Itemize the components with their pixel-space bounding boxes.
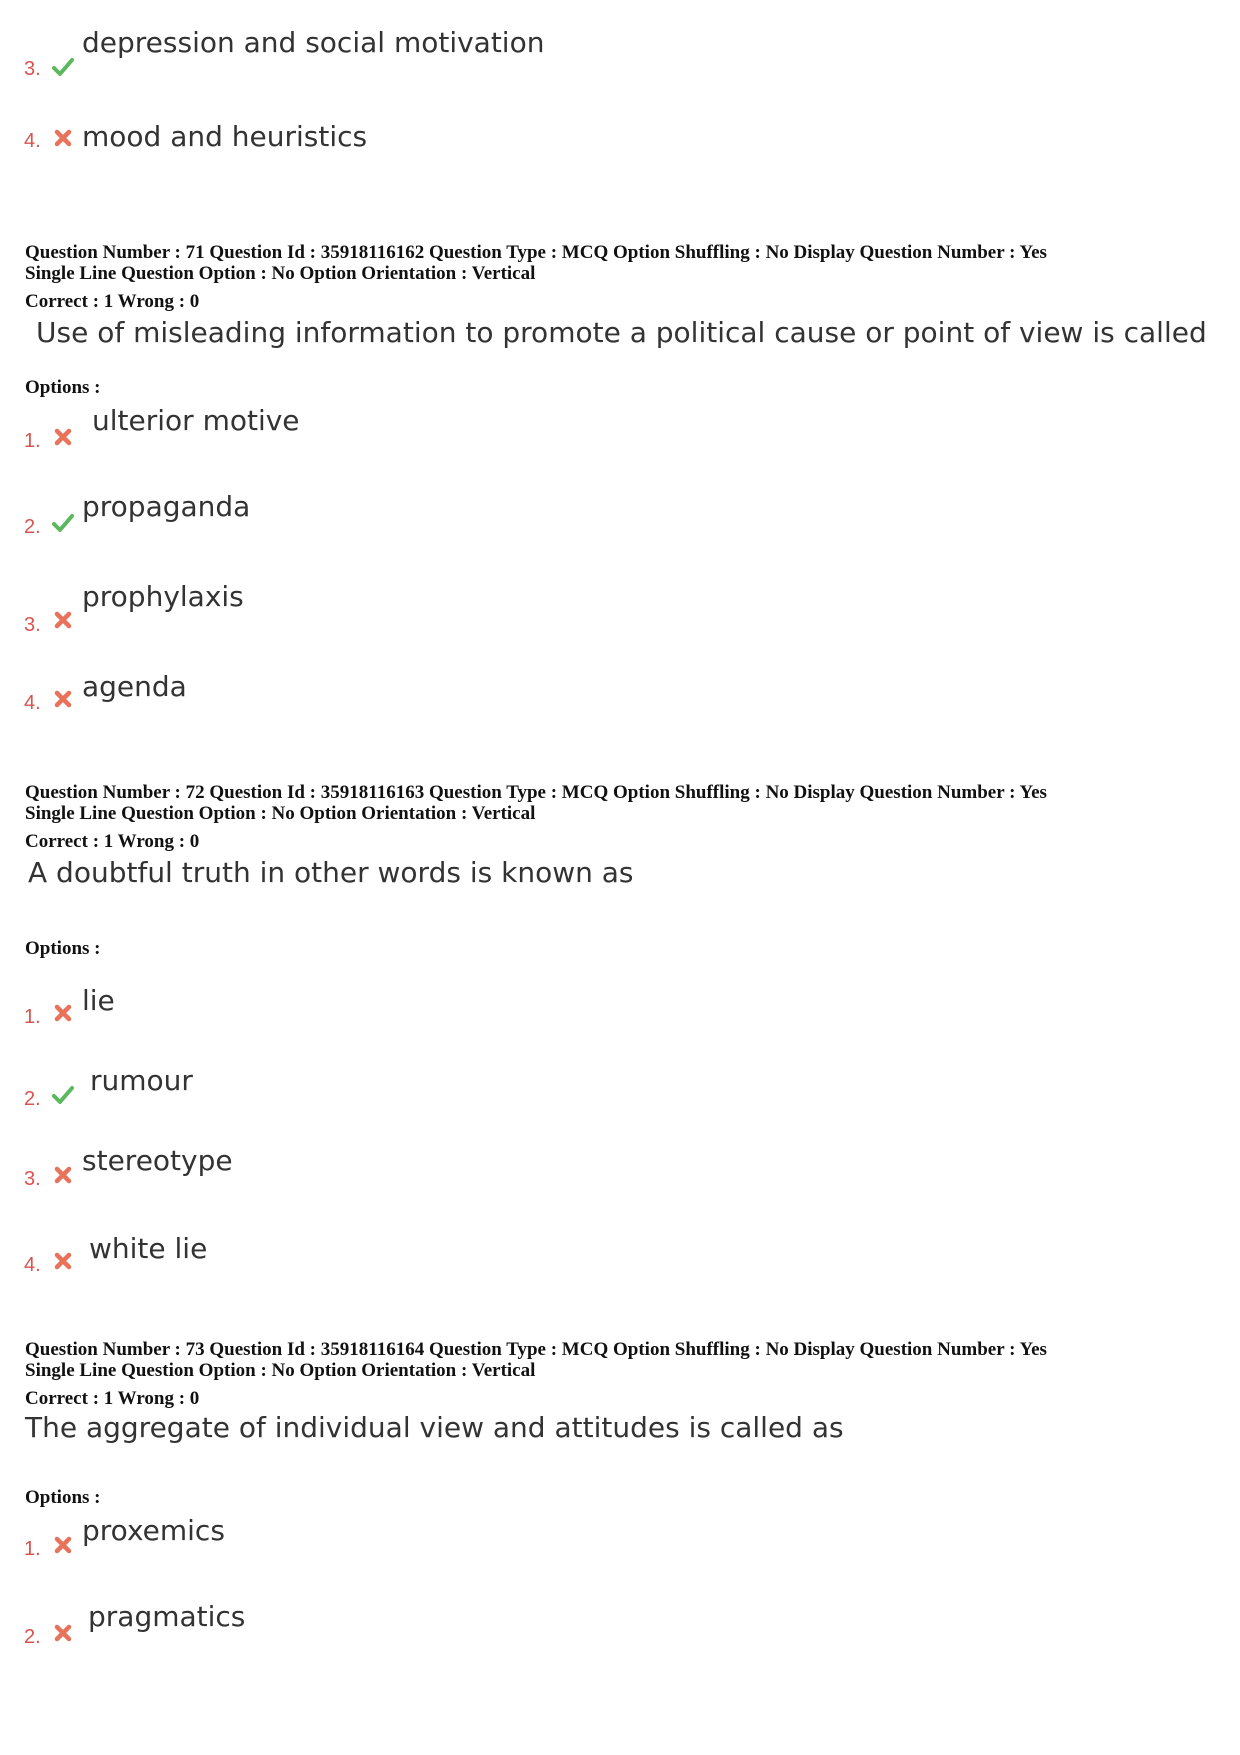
options-label: Options : (25, 377, 101, 398)
option-text: mood and heuristics (82, 120, 368, 153)
cross-icon (52, 1164, 74, 1186)
option-number: 2. (24, 1626, 41, 1648)
option-text: stereotype (82, 1144, 233, 1177)
option-number: 3. (24, 58, 41, 80)
option-text: ulterior motive (92, 404, 300, 437)
option-number: 4. (24, 1254, 41, 1276)
option-number: 1. (24, 1538, 41, 1560)
option-number: 1. (24, 1006, 41, 1028)
question-meta: Question Number : 71 Question Id : 35918116162 Question Type : MCQ Option Shuffling : No Display Question Number : Yes (25, 242, 1047, 263)
check-icon (52, 56, 74, 78)
check-icon (52, 1084, 74, 1106)
question-meta: Question Number : 72 Question Id : 35918116163 Question Type : MCQ Option Shuffling : No Display Question Number : Yes (25, 782, 1047, 803)
question-text: The aggregate of individual view and attitudes is called as (25, 1411, 844, 1444)
check-icon (52, 512, 74, 534)
question-meta: Single Line Question Option : No Option Orientation : Vertical (25, 263, 536, 284)
option-text: white lie (89, 1232, 208, 1265)
option-text: prophylaxis (82, 580, 244, 613)
question-meta: Question Number : 73 Question Id : 35918116164 Question Type : MCQ Option Shuffling : No Display Question Number : Yes (25, 1339, 1047, 1360)
question-text: A doubtful truth in other words is known as (28, 856, 634, 889)
question-meta: Single Line Question Option : No Option Orientation : Vertical (25, 803, 536, 824)
score-info: Correct : 1 Wrong : 0 (25, 291, 200, 312)
options-label: Options : (25, 1487, 101, 1508)
option-text: rumour (90, 1064, 193, 1097)
cross-icon (52, 1622, 74, 1644)
option-number: 1. (24, 430, 41, 452)
option-text: depression and social motivation (82, 26, 545, 59)
option-number: 4. (24, 130, 41, 152)
option-number: 3. (24, 1168, 41, 1190)
option-text: proxemics (82, 1514, 225, 1547)
score-info: Correct : 1 Wrong : 0 (25, 831, 200, 852)
cross-icon (52, 609, 74, 631)
option-text: pragmatics (88, 1600, 246, 1633)
option-text: agenda (82, 670, 187, 703)
option-text: propaganda (82, 490, 251, 523)
option-number: 3. (24, 614, 41, 636)
option-number: 2. (24, 516, 41, 538)
cross-icon (52, 1534, 74, 1556)
question-meta: Single Line Question Option : No Option Orientation : Vertical (25, 1360, 536, 1381)
option-number: 2. (24, 1088, 41, 1110)
cross-icon (52, 426, 74, 448)
option-text: lie (82, 984, 115, 1017)
cross-icon (52, 688, 74, 710)
cross-icon (52, 127, 74, 149)
options-label: Options : (25, 938, 101, 959)
question-text: Use of misleading information to promote a political cause or point of view is called (36, 316, 1207, 349)
option-number: 4. (24, 692, 41, 714)
cross-icon (52, 1002, 74, 1024)
score-info: Correct : 1 Wrong : 0 (25, 1388, 200, 1409)
cross-icon (52, 1250, 74, 1272)
